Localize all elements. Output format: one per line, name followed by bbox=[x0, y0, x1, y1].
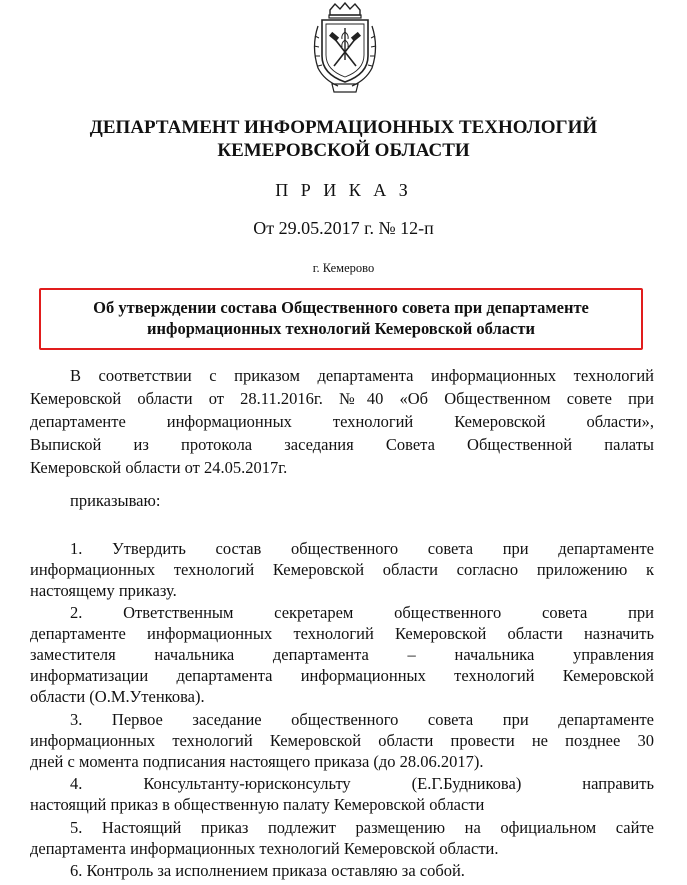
order-title: П Р И К А З bbox=[275, 180, 412, 200]
item-2-line-2: департаменте информационных технологий Кемеровской области назначить bbox=[30, 624, 654, 643]
item-1-line-1: 1. Утвердить состав общественного совета при департаменте bbox=[70, 539, 654, 558]
department-heading-line-1: ДЕПАРТАМЕНТ ИНФОРМАЦИОННЫХ ТЕХНОЛОГИЙ bbox=[89, 117, 598, 138]
preamble-line-1: В соответствии с приказом департамента информационных технологий bbox=[70, 366, 654, 385]
order-subject-line-1: Об утверждении состава Общественного совета при департаменте bbox=[93, 298, 589, 317]
item-5-line-2: департамента информационных технологий Кемеровской области. bbox=[30, 839, 499, 858]
order-subject-line-2: информационных технологий Кемеровской области bbox=[147, 319, 535, 338]
order-date-number: От 29.05.2017 г. № 12-п bbox=[253, 218, 434, 238]
city-label: г. Кемерово bbox=[312, 261, 375, 275]
order-word: приказываю: bbox=[70, 491, 161, 510]
item-2-line-3: заместителя начальника департамента – начальника управления bbox=[30, 645, 654, 664]
item-2-line-4: информатизации департамента информационных технологий Кемеровской bbox=[30, 666, 654, 685]
item-3-line-3: дней с момента подписания настоящего приказа (до 28.06.2017). bbox=[30, 752, 484, 771]
item-2-line-5: области (О.М.Утенкова). bbox=[30, 687, 205, 706]
department-heading-line-2: КЕМЕРОВСКОЙ ОБЛАСТИ bbox=[217, 140, 470, 161]
item-4-line-1: 4. Консультанту-юрисконсульту (Е.Г.Будникова) направить bbox=[70, 774, 654, 793]
preamble-line-3: департаменте информационных технологий Кемеровской области», bbox=[30, 412, 654, 431]
item-3-line-1: 3. Первое заседание общественного совета при департаменте bbox=[70, 710, 654, 729]
item-1-line-2: информационных технологий Кемеровской области согласно приложению к bbox=[30, 560, 654, 579]
department-heading bbox=[0, 116, 687, 162]
item-4-line-2: настоящий приказ в общественную палату Кемеровской области bbox=[30, 795, 485, 814]
item-6-line-1: 6. Контроль за исполнением приказа оставляю за собой. bbox=[70, 861, 465, 880]
item-1-line-3: настоящему приказу. bbox=[30, 581, 177, 600]
coat-of-arms-icon bbox=[308, 2, 382, 94]
item-2-line-1: 2. Ответственным секретарем общественного совета при bbox=[70, 603, 654, 622]
preamble-line-2: Кемеровской области от 28.11.2016г. №40 «Об Общественном совете при bbox=[30, 389, 654, 408]
item-3-line-2: информационных технологий Кемеровской области провести не позднее 30 bbox=[30, 731, 654, 750]
item-5-line-1: 5. Настоящий приказ подлежит размещению на официальном сайте bbox=[70, 818, 654, 837]
preamble-line-4: Выпиской из протокола заседания Совета Общественной палаты bbox=[30, 435, 654, 454]
order-subject bbox=[39, 297, 643, 339]
preamble-line-5: Кемеровской области от 24.05.2017г. bbox=[30, 458, 288, 477]
